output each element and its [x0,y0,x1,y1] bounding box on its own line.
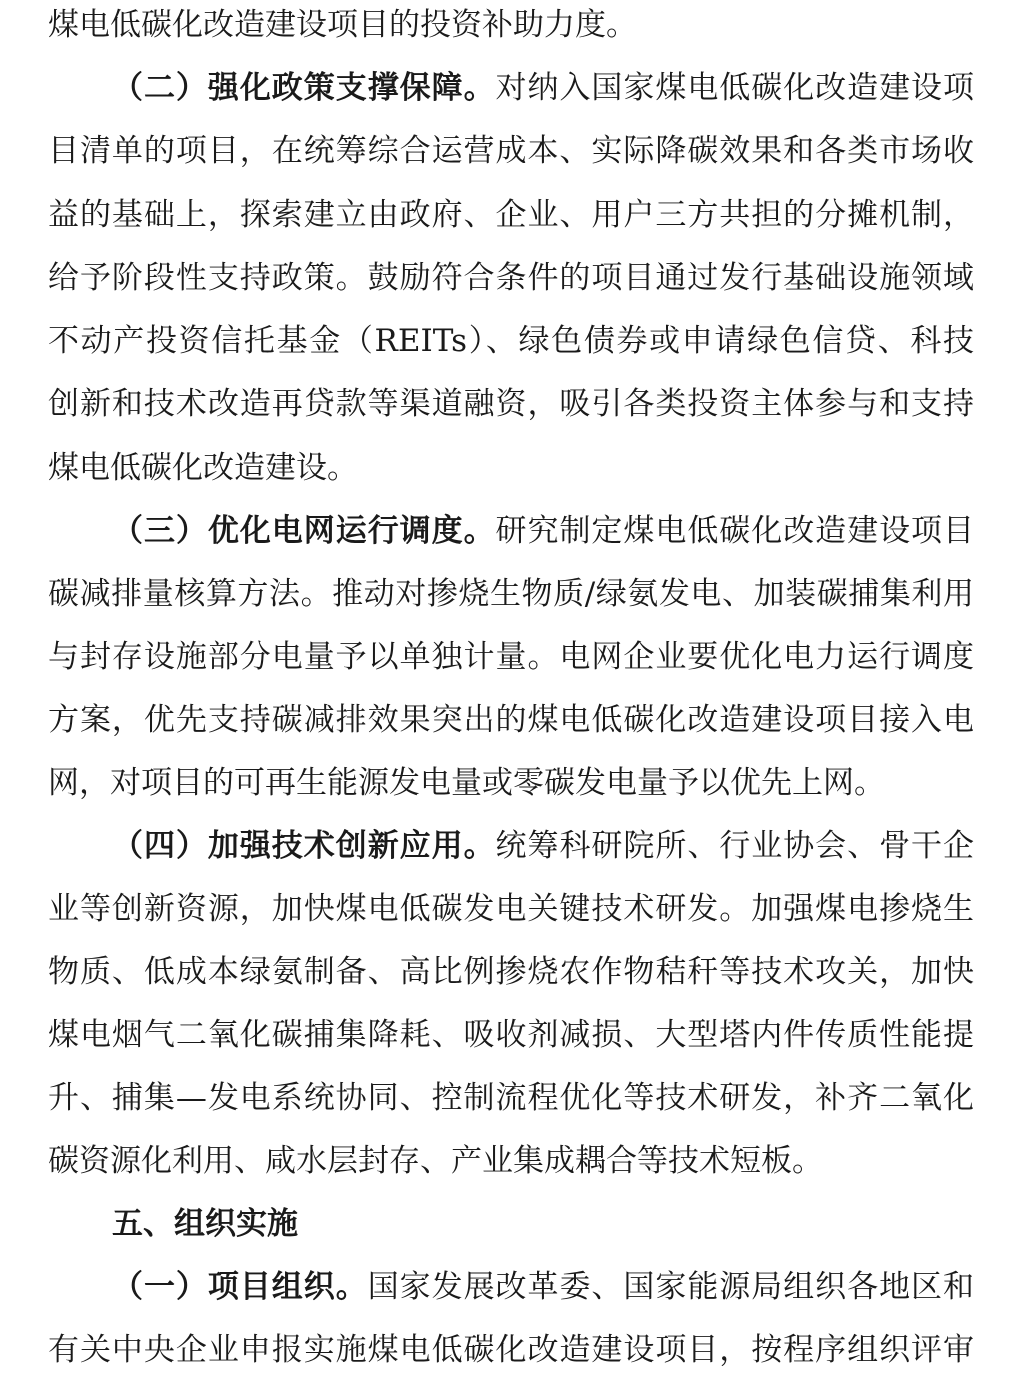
paragraph-lead: （一）项目组织。 [112,1269,368,1305]
text-line: 有关中央企业申报实施煤电低碳化改造建设项目，按程序组织评审 [48,1332,974,1368]
text-line: 升、捕集—发电系统协同、控制流程优化等技术研发，补齐二氧化 [48,1080,974,1116]
text-line: 给予阶段性支持政策。鼓励符合条件的项目通过发行基础设施领域 [48,260,974,296]
text-line: 网，对项目的可再生能源发电量或零碳发电量予以优先上网。 [48,765,885,801]
text-line: 研究制定煤电低碳化改造建设项目 [495,513,974,549]
text-line: 统筹科研院所、行业协会、骨干企 [495,828,974,864]
paragraph-first-line [112,500,974,562]
text-line: 煤电低碳化改造建设。 [48,450,358,486]
text-line: 物质、低成本绿氨制备、高比例掺烧农作物秸秆等技术攻关，加快 [48,954,974,990]
text-line: 国家发展改革委、国家能源局组织各地区和 [367,1269,974,1305]
paragraph-first-line [112,815,974,877]
paragraph-lead: （三）优化电网运行调度。 [112,513,496,549]
text-line: 业等创新资源，加快煤电低碳发电关键技术研发。加强煤电掺烧生 [48,891,974,927]
text-line: 碳减排量核算方法。推动对掺烧生物质/绿氨发电、加装碳捕集利用 [48,576,974,612]
text-line: 煤电烟气二氧化碳捕集降耗、吸收剂减损、大型塔内件传质性能提 [48,1017,974,1053]
text-line: 益的基础上，探索建立由政府、企业、用户三方共担的分摊机制， [48,197,974,233]
paragraph-first-line [112,1256,974,1318]
text-line: 不动产投资信托基金（REITs）、绿色债券或申请绿色信贷、科技 [48,323,974,359]
text-line: 创新和技术改造再贷款等渠道融资，吸引各类投资主体参与和支持 [48,386,974,422]
text-line: 目清单的项目，在统筹综合运营成本、实际降碳效果和各类市场收 [48,133,974,169]
text-line: 与封存设施部分电量予以单独计量。电网企业要优化电力运行调度 [48,639,974,675]
paragraph-first-line [112,57,974,119]
text-line: 碳资源化利用、咸水层封存、产业集成耦合等技术短板。 [48,1143,823,1179]
paragraph-lead: （二）强化政策支撑保障。 [112,70,496,106]
section-heading: 五、组织实施 [112,1206,298,1242]
text-line: 方案，优先支持碳减排效果突出的煤电低碳化改造建设项目接入电 [48,702,974,738]
text-line: 对纳入国家煤电低碳化改造建设项 [495,70,974,106]
text-line: 煤电低碳化改造建设项目的投资补助力度。 [48,7,637,43]
paragraph-lead: （四）加强技术创新应用。 [112,828,496,864]
